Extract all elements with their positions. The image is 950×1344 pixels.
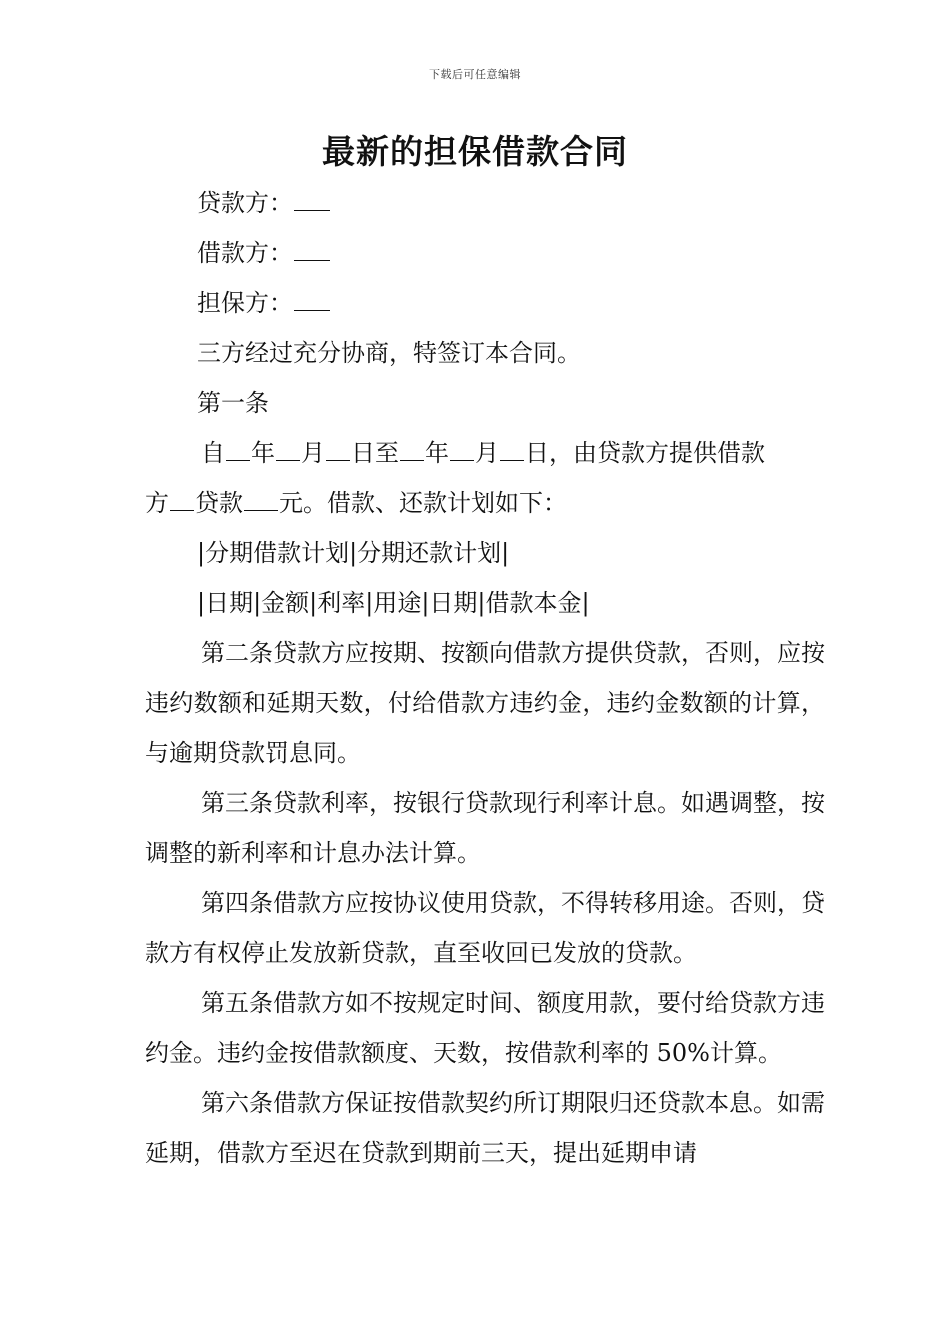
start-month-blank xyxy=(276,438,300,461)
article1-text-party: 方 xyxy=(145,489,169,517)
guarantor-line xyxy=(145,278,825,328)
borrower-label: 借款方： xyxy=(197,239,293,267)
start-day-blank xyxy=(326,438,350,461)
article4: 第四条借款方应按协议使用贷款，不得转移用途。否则，贷款方有权停止发放新贷款，直至收回已发放的贷款。 xyxy=(145,889,825,967)
amount-blank xyxy=(244,488,278,511)
article2: 第二条贷款方应按期、按额向借款方提供贷款，否则，应按违约数额和延期天数，付给借款方违约金，违约金数额的计算，与逾期贷款罚息同。 xyxy=(145,639,825,767)
article6: 第六条借款方保证按借款契约所订期限归还贷款本息。如需延期，借款方至迟在贷款到期前三天，提出延期申请 xyxy=(145,1089,825,1167)
guarantor-label: 担保方： xyxy=(197,289,293,317)
header-note: 下载后可任意编辑 xyxy=(429,68,521,81)
start-year-blank xyxy=(226,438,250,461)
lender-label: 贷款方： xyxy=(197,189,293,217)
article1-text-plan: 元。借款、还款计划如下： xyxy=(279,489,567,517)
lender-blank xyxy=(294,188,330,211)
intro-line: 三方经过充分协商，特签订本合同。 xyxy=(197,339,581,367)
end-month-blank xyxy=(450,438,474,461)
article3: 第三条贷款利率，按银行贷款现行利率计息。如遇调整，按调整的新利率和计息办法计算。 xyxy=(145,789,825,867)
plan-table-row1: |分期借款计划|分期还款计划| xyxy=(197,539,510,567)
end-year-blank xyxy=(400,438,424,461)
article5: 第五条借款方如不按规定时间、额度用款，要付给贷款方违约金。违约金按借款额度、天数，按借款利率的 50%计算。 xyxy=(145,989,825,1067)
article1-heading: 第一条 xyxy=(197,389,269,417)
end-day-blank xyxy=(500,438,524,461)
article1-text xyxy=(145,428,825,528)
article1-text-loan: 贷款 xyxy=(195,489,243,517)
article1-text-year: 年 xyxy=(251,439,275,467)
borrower-line xyxy=(145,228,825,278)
article1-text-day-to: 日至 xyxy=(351,439,399,467)
contract-body xyxy=(145,178,825,1178)
plan-table-row2: |日期|金额|利率|用途|日期|借款本金| xyxy=(197,589,590,617)
article1-text-month: 月 xyxy=(301,439,325,467)
lender-line xyxy=(145,178,825,228)
borrower-blank xyxy=(294,238,330,261)
guarantor-blank xyxy=(294,288,330,311)
article1-text-from: 自 xyxy=(201,439,225,467)
document-title: 最新的担保借款合同 xyxy=(322,132,628,171)
article1-text-year2: 年 xyxy=(425,439,449,467)
article1-text-month2: 月 xyxy=(475,439,499,467)
article1-text-provide: 日，由贷款方提供借款 xyxy=(525,439,765,467)
borrower-name-blank xyxy=(170,488,194,511)
